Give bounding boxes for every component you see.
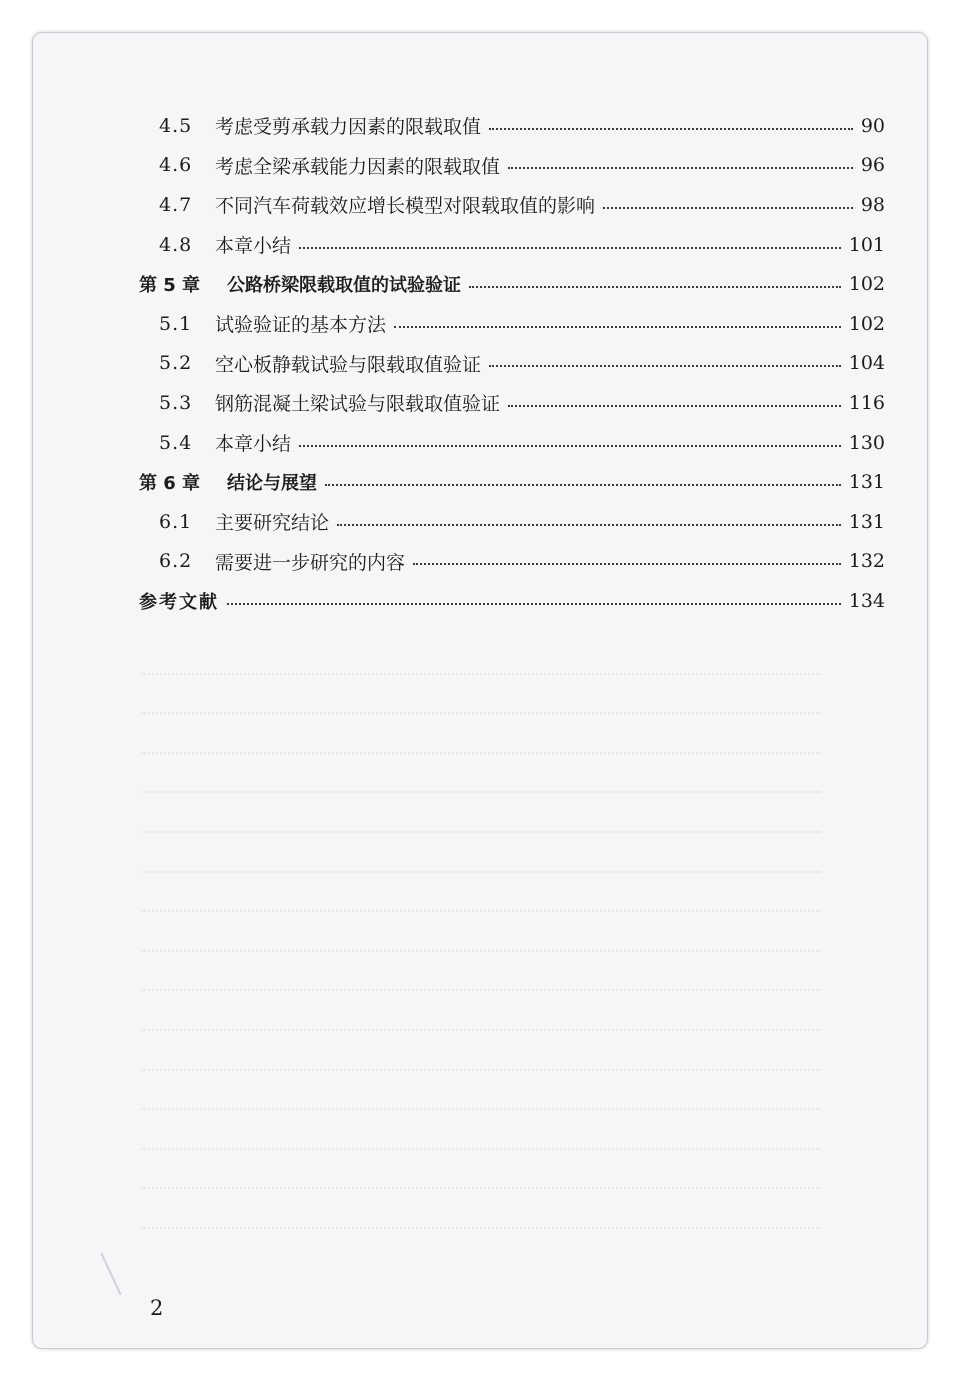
dot-leader	[469, 286, 841, 288]
toc-entry-page: 131	[848, 510, 885, 533]
toc-entry-number: 4.5	[159, 114, 193, 137]
toc-entry[interactable]	[139, 304, 885, 344]
toc-chapter-entry[interactable]	[139, 264, 885, 304]
toc-entry[interactable]	[139, 383, 885, 423]
table-of-contents	[139, 106, 885, 621]
toc-entry-title: 本章小结	[215, 235, 292, 258]
toc-entry-page: 130	[848, 431, 885, 454]
toc-entry-title: 试验验证的基本方法	[215, 314, 387, 337]
dot-leader	[325, 484, 841, 486]
toc-entry-number: 6.1	[159, 510, 193, 533]
toc-entry-page: 90	[860, 114, 885, 137]
toc-entry-page: 134	[848, 589, 885, 612]
toc-entry-number: 6.2	[159, 550, 193, 573]
toc-entry-number: 4.7	[159, 193, 193, 216]
toc-entry-page: 96	[860, 154, 885, 177]
paper-mark	[100, 1253, 121, 1296]
dot-leader	[413, 563, 841, 565]
bleed-through-text	[141, 653, 881, 1273]
toc-entry[interactable]	[139, 344, 885, 384]
toc-entry[interactable]	[139, 225, 885, 265]
toc-entry-title: 空心板静载试验与限载取值验证	[215, 353, 482, 376]
toc-entry-number: 4.6	[159, 154, 193, 177]
dot-leader	[603, 207, 853, 209]
toc-entry[interactable]	[139, 146, 885, 186]
toc-entry-number: 5.2	[159, 352, 193, 375]
toc-entry[interactable]	[139, 502, 885, 542]
book-page	[32, 32, 928, 1349]
toc-entry-number: 5.1	[159, 312, 193, 335]
toc-entry-page: 102	[848, 273, 885, 296]
toc-entry-title: 考虑全梁承载能力因素的限载取值	[215, 155, 501, 178]
dot-leader	[489, 365, 841, 367]
page-number: 2	[150, 1296, 164, 1320]
dot-leader	[394, 326, 841, 328]
toc-entry-page: 102	[848, 312, 885, 335]
toc-entry-page: 104	[848, 352, 885, 375]
toc-entry-page: 116	[848, 391, 885, 414]
toc-entry-page: 132	[848, 550, 885, 573]
toc-chapter-entry[interactable]	[139, 462, 885, 502]
toc-chapter-title: 结论与展望	[227, 473, 317, 495]
toc-entry-page: 131	[848, 471, 885, 494]
dot-leader	[299, 247, 841, 249]
toc-entry[interactable]	[139, 106, 885, 146]
toc-entry-title: 本章小结	[215, 433, 292, 456]
toc-references-title: 参考文献	[139, 591, 219, 613]
toc-entry-title: 钢筋混凝土梁试验与限载取值验证	[215, 393, 501, 416]
toc-entry[interactable]	[139, 423, 885, 463]
toc-entry-number: 5.4	[159, 431, 193, 454]
toc-chapter-title: 公路桥梁限载取值的试验验证	[227, 275, 461, 297]
dot-leader	[227, 603, 841, 605]
toc-references-entry[interactable]	[139, 581, 885, 621]
toc-entry[interactable]	[139, 542, 885, 582]
toc-entry[interactable]	[139, 185, 885, 225]
toc-entry-number: 5.3	[159, 391, 193, 414]
toc-entry-page: 101	[848, 233, 885, 256]
dot-leader	[508, 167, 853, 169]
toc-entry-title: 主要研究结论	[215, 512, 330, 535]
dot-leader	[299, 445, 841, 447]
dot-leader	[489, 128, 853, 130]
toc-entry-page: 98	[860, 193, 885, 216]
toc-chapter-number: 第 6 章	[139, 473, 201, 495]
toc-chapter-number: 第 5 章	[139, 275, 201, 297]
toc-entry-title: 需要进一步研究的内容	[215, 551, 406, 574]
toc-entry-title: 不同汽车荷载效应增长模型对限载取值的影响	[215, 195, 596, 218]
toc-entry-number: 4.8	[159, 233, 193, 256]
dot-leader	[508, 405, 841, 407]
dot-leader	[337, 524, 841, 526]
toc-entry-title: 考虑受剪承载力因素的限载取值	[215, 116, 482, 139]
